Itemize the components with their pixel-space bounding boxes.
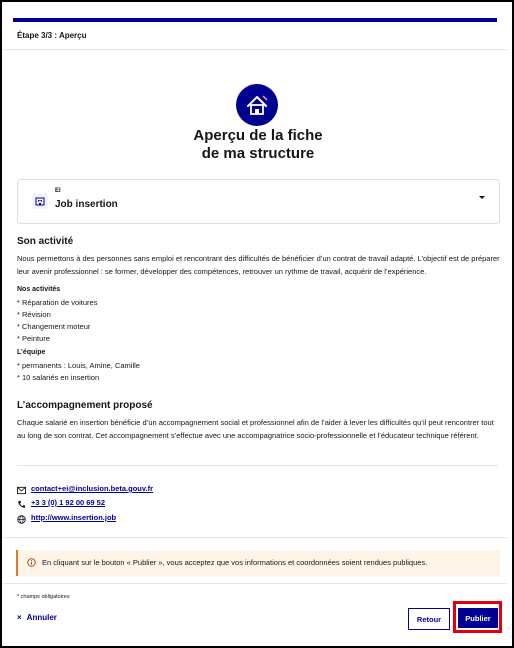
divider [3,49,507,50]
contact-phone [17,498,217,512]
contact-email [17,484,217,498]
chevron-down-icon[interactable] [479,196,485,199]
divider [3,537,507,538]
divider [17,465,498,466]
list-item: * Révision [17,310,51,319]
mail-icon [17,486,26,495]
page [3,3,507,641]
list-item: * Changement moteur [17,322,91,331]
support-description: Chaque salarié en insertion bénéficie d’un accompagnement social et professionnel afin de l’aider à lever les difficultés qu’il peut rencontrer tout au long de son contrat. Cet accompagnement s’effectue avec une accompagnatrice socio-professionnelle et l’éducateur technique référent. [17,418,494,440]
back-button[interactable]: Retour [408,608,450,630]
list-item: * Peinture [17,334,50,343]
phone-icon [17,500,26,509]
email-link[interactable]: contact+ei@inclusion.beta.gouv.fr [31,484,153,493]
publish-notice [16,550,500,576]
structure-card[interactable] [17,179,500,224]
website-link[interactable]: http://www.insertion.job [31,513,117,522]
publish-highlight [453,601,502,633]
structure-name: Job insertion [55,199,118,210]
phone-link[interactable]: +3 3 (0) 1 92 00 69 52 [31,498,106,507]
list-item: * permanents : Louis, Amine, Camille [17,361,140,370]
notice-text: En cliquant sur le bouton « Publier », vous acceptez que vos informations et coordonnées soient rendues publiques. [42,558,428,567]
activity-description: Nous permettons à des personnes sans emploi et rencontrant des difficultés de bénéficier d’un contrat de travail adapté. L’objectif est de préparer leur avenir professionnel : se former, développer des compétences, retrouver un rythme de travail, acquérir de l’expérience. [17,254,500,276]
contact-website [17,513,217,527]
activities-label: Nos activités [17,286,61,293]
activity-heading: Son activité [17,236,74,247]
required-note: * champs obligatoires [17,594,70,600]
building-icon [32,193,48,209]
page-title-line2: de ma structure [201,145,315,162]
close-icon: × [17,613,22,622]
globe-icon [17,515,26,524]
team-label: L’équipe [17,349,46,356]
structure-type: EI [55,188,61,194]
page-title-line1: Aperçu de la fiche [193,127,323,144]
list-item: * Réparation de voitures [17,298,98,307]
step-label: Étape 3/3 : Aperçu [17,31,87,40]
publish-button[interactable]: Publier [458,608,498,628]
divider [3,583,507,584]
list-item: * 10 salariés en insertion [17,373,100,382]
info-icon [27,558,36,567]
cancel-button[interactable] [17,613,57,622]
house-logo-icon [236,84,278,126]
progress-bar [13,18,497,22]
cancel-label: Annuler [26,613,57,622]
support-heading: L’accompagnement proposé [17,400,153,411]
